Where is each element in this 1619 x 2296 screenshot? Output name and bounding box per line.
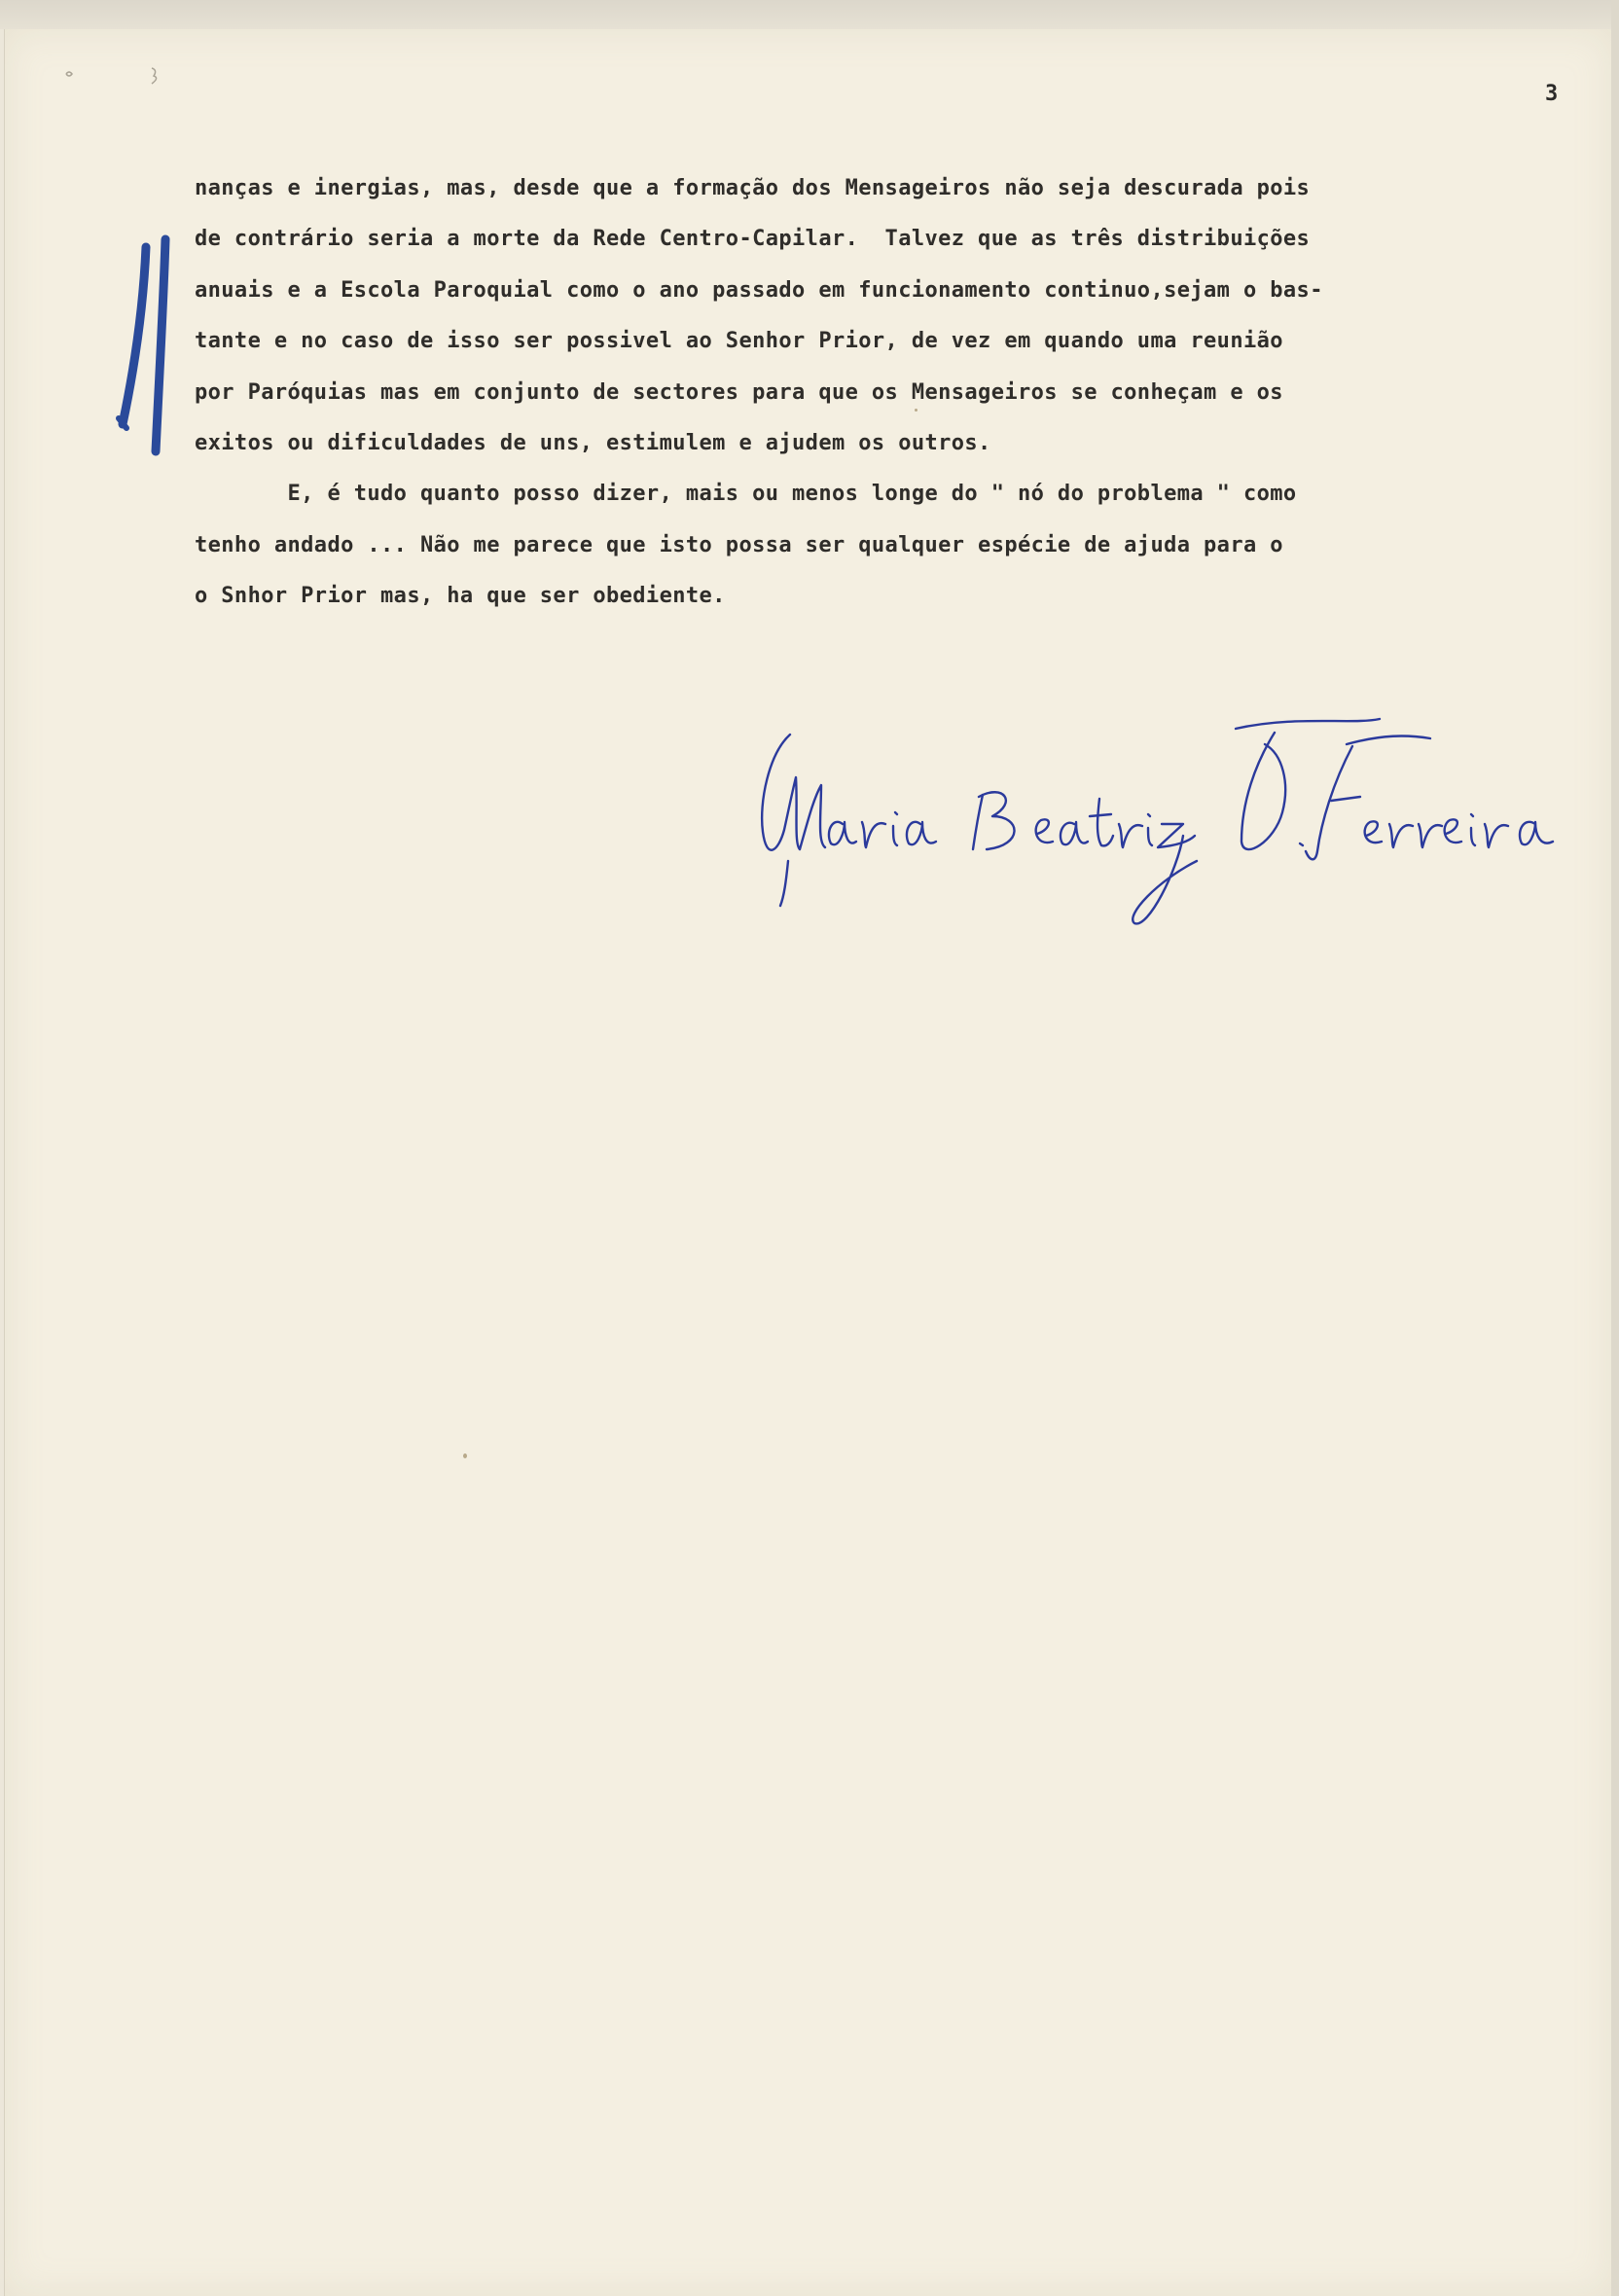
handwritten-signature — [749, 715, 1566, 949]
text-line: exitos ou dificuldades de uns, estimulem e ajudem os outros. — [195, 430, 991, 455]
paper-speck — [463, 1453, 467, 1458]
scan-right-edge — [1611, 0, 1619, 2296]
text-line: de contrário seria a morte da Rede Centro-Capilar. Talvez que as três distribuições — [195, 227, 1311, 252]
scan-top-edge — [0, 0, 1619, 29]
paper-speck — [915, 409, 917, 412]
corner-pencil-marks — [60, 62, 177, 91]
text-line: tante e no caso de isso ser possivel ao Senhor Prior, de vez em quando uma reunião — [195, 329, 1283, 354]
text-line: E, é tudo quanto posso dizer, mais ou menos longe do " nó do problema " como — [195, 482, 1297, 507]
text-line: nanças e inergias, mas, desde que a formação dos Mensageiros não seja descurada pois — [195, 176, 1311, 200]
text-line: o Snhor Prior mas, ha que ser obediente. — [195, 584, 726, 609]
text-line: por Paróquias mas em conjunto de sectores para que os Mensageiros se conheçam e os — [195, 379, 1283, 405]
text-line: anuais e a Escola Paroquial como o ano passado em funcionamento continuo,sejam o bas- — [195, 277, 1323, 303]
margin-double-stroke-mark — [109, 233, 187, 467]
page-number: 3 — [1545, 82, 1559, 106]
letter-body — [195, 163, 1518, 623]
text-line: tenho andado ... Não me parece que isto possa ser qualquer espécie de ajuda para o — [195, 532, 1283, 557]
